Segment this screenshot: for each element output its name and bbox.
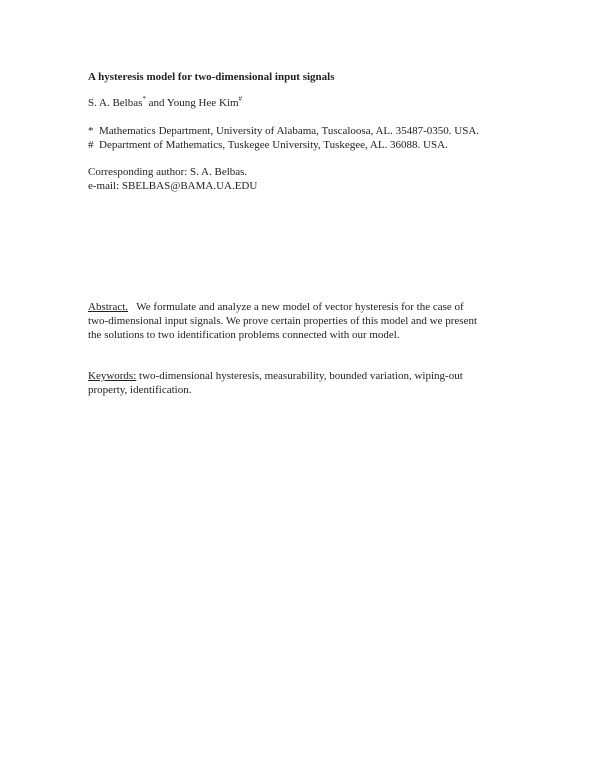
affiliation-1 bbox=[88, 125, 479, 138]
abstract-block bbox=[88, 300, 518, 342]
corresponding-author: Corresponding author: S. A. Belbas. bbox=[88, 166, 248, 178]
affiliation-1-text: Mathematics Department, University of Alabama, Tuscaloosa, AL. 35487-0350. USA. bbox=[99, 125, 480, 137]
paper-title: A hysteresis model for two-dimensional input signals bbox=[88, 71, 335, 83]
keywords-block bbox=[88, 369, 518, 397]
author-2-name: Young Hee Kim bbox=[166, 97, 239, 109]
author-connector: and bbox=[145, 97, 167, 109]
author-2-mark: # bbox=[238, 95, 242, 103]
abstract-line-1 bbox=[88, 300, 518, 314]
keywords-label: Keywords: bbox=[88, 370, 137, 382]
keywords-text-1: two-dimensional hysteresis, measurability, bounded variation, wiping-out bbox=[139, 370, 463, 382]
affiliation-2 bbox=[88, 139, 448, 152]
author-line bbox=[88, 97, 242, 110]
author-1-mark: * bbox=[142, 95, 146, 103]
keywords-line-1 bbox=[88, 369, 518, 383]
abstract-text-3: the solutions to two identification problems connected with our model. bbox=[88, 329, 400, 341]
author-1-name: S. A. Belbas bbox=[88, 97, 143, 109]
keywords-text-2: property, identification. bbox=[88, 384, 192, 396]
abstract-text-2: two-dimensional input signals. We prove certain properties of this model and we present bbox=[88, 315, 478, 327]
abstract-label: Abstract. bbox=[88, 301, 129, 313]
affiliation-2-mark: # bbox=[88, 139, 94, 151]
affiliation-1-mark: * bbox=[88, 125, 94, 137]
corresponding-email: e-mail: SBELBAS@BAMA.UA.EDU bbox=[88, 180, 258, 192]
abstract-text-1: We formulate and analyze a new model of vector hysteresis for the case of bbox=[136, 301, 464, 313]
affiliation-2-text: Department of Mathematics, Tuskegee University, Tuskegee, AL. 36088. USA. bbox=[99, 139, 448, 151]
